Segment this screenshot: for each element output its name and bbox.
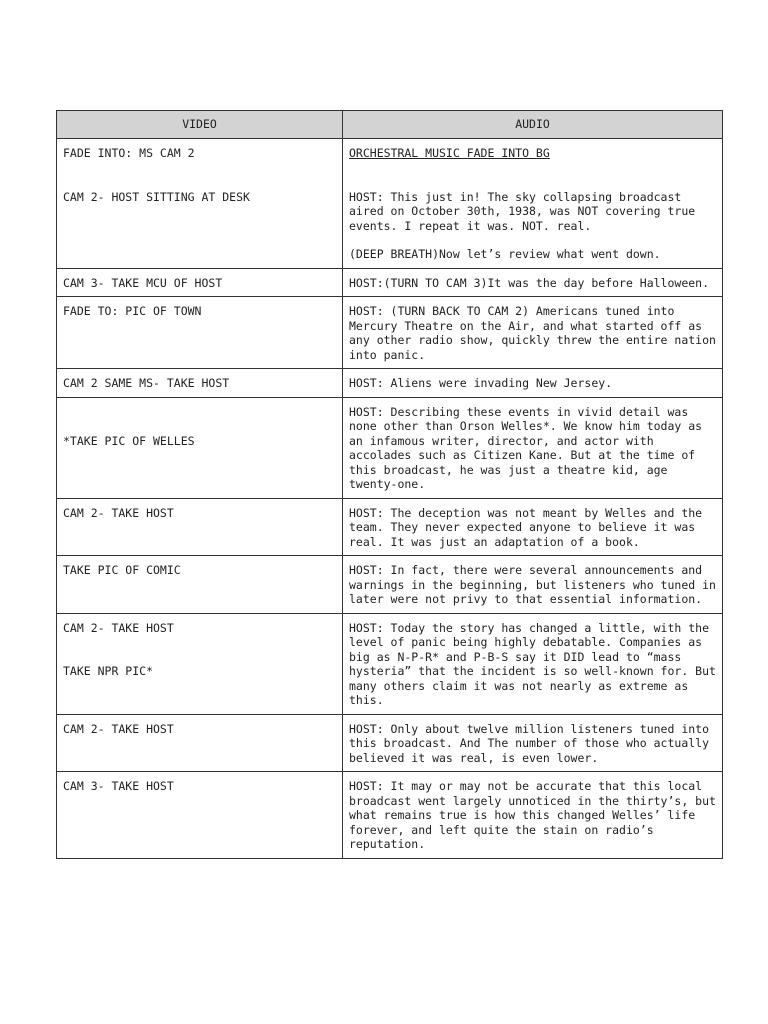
table-row (57, 139, 723, 269)
audio-cell (343, 139, 723, 269)
audio-line: HOST: It may or may not be accurate that this local broadcast went largely unnoticed in the thirty’s, but what remains true is how this changed Welles’ life forever, and left quite the stain on radio’s reputation. (349, 779, 723, 851)
audio-cell (343, 556, 723, 614)
video-cell (57, 613, 343, 714)
table-row (57, 556, 723, 614)
video-cell (57, 714, 343, 772)
audio-line: HOST: In fact, there were several announcements and warnings in the beginning, but listeners who tuned in later were not privy to that essential information. (349, 563, 723, 606)
audio-cell (343, 772, 723, 859)
table-row (57, 268, 723, 297)
audio-cell (343, 297, 723, 369)
video-cell (57, 297, 343, 369)
video-direction: TAKE NPR PIC* (63, 664, 154, 678)
script-page (56, 110, 722, 859)
table-row (57, 714, 723, 772)
video-direction: FADE TO: PIC OF TOWN (63, 304, 202, 318)
video-cell (57, 369, 343, 398)
audio-cell (343, 369, 723, 398)
audio-cell (343, 613, 723, 714)
video-cell (57, 268, 343, 297)
audio-line: HOST: Describing these events in vivid detail was none other than Orson Welles*. We know him today as an infamous writer, director, and actor with accolades such as Citizen Kane. But at the time of this broadcast, he was just a theatre kid, age twenty-one. (349, 404, 710, 491)
audio-line: (DEEP BREATH)Now let’s review what went down. (349, 247, 661, 261)
video-direction: CAM 3- TAKE MCU OF HOST (63, 275, 223, 290)
audio-column-header: AUDIO (343, 111, 723, 139)
table-row (57, 613, 723, 714)
video-direction: CAM 2- TAKE HOST (63, 620, 174, 635)
video-column-header: VIDEO (57, 111, 343, 139)
table-row (57, 369, 723, 398)
audio-line: HOST: (TURN BACK TO CAM 2) Americans tuned into Mercury Theatre on the Air, and what started off as any other radio show, quickly threw the entire nation into panic. (349, 304, 723, 362)
audio-cell (343, 498, 723, 556)
video-direction: CAM 2- TAKE HOST (63, 721, 174, 736)
video-direction: CAM 2- TAKE HOST (63, 505, 174, 520)
video-direction: FADE INTO: MS CAM 2 (63, 146, 195, 160)
video-cell (57, 498, 343, 556)
header-row (57, 111, 723, 139)
audio-cell (343, 714, 723, 772)
video-direction: CAM 3- TAKE HOST (63, 779, 174, 793)
audio-cue: ORCHESTRAL MUSIC FADE INTO BG (349, 146, 550, 160)
video-cell (57, 139, 343, 269)
video-direction: CAM 2 SAME MS- TAKE HOST (63, 376, 230, 390)
video-direction: CAM 2- HOST SITTING AT DESK (63, 189, 250, 204)
video-direction: TAKE PIC OF COMIC (63, 563, 181, 577)
table-row (57, 498, 723, 556)
audio-line: HOST:(TURN TO CAM 3)It was the day before Halloween. (349, 275, 710, 290)
video-cell (57, 397, 343, 498)
table-row (57, 772, 723, 859)
audio-line: HOST: Today the story has changed a little, with the level of panic being highly debatable. Companies as big as N-P-R* and P-B-S say it DID lead to “mass hysteria” that the incident is so well-known for. But many others claim it was not nearly as extreme as this. (349, 620, 723, 707)
video-cell (57, 772, 343, 859)
table-row (57, 297, 723, 369)
audio-line: HOST: This just in! The sky collapsing broadcast aired on October 30th, 1938, was NOT covering true events. I repeat it was. NOT. real. (349, 189, 703, 233)
av-script-table (56, 110, 723, 859)
table-row (57, 397, 723, 498)
audio-line: HOST: Aliens were invading New Jersey. (349, 376, 613, 390)
video-cell (57, 556, 343, 614)
audio-line: HOST: The deception was not meant by Welles and the team. They never expected anyone to believe it was real. It was just an adaptation of a book. (349, 505, 710, 549)
audio-cell (343, 268, 723, 297)
audio-cell (343, 397, 723, 498)
video-direction: *TAKE PIC OF WELLES (63, 433, 195, 448)
audio-line: HOST: Only about twelve million listeners tuned into this broadcast. And The number of those who actually believed it was real, is even lower. (349, 721, 716, 765)
